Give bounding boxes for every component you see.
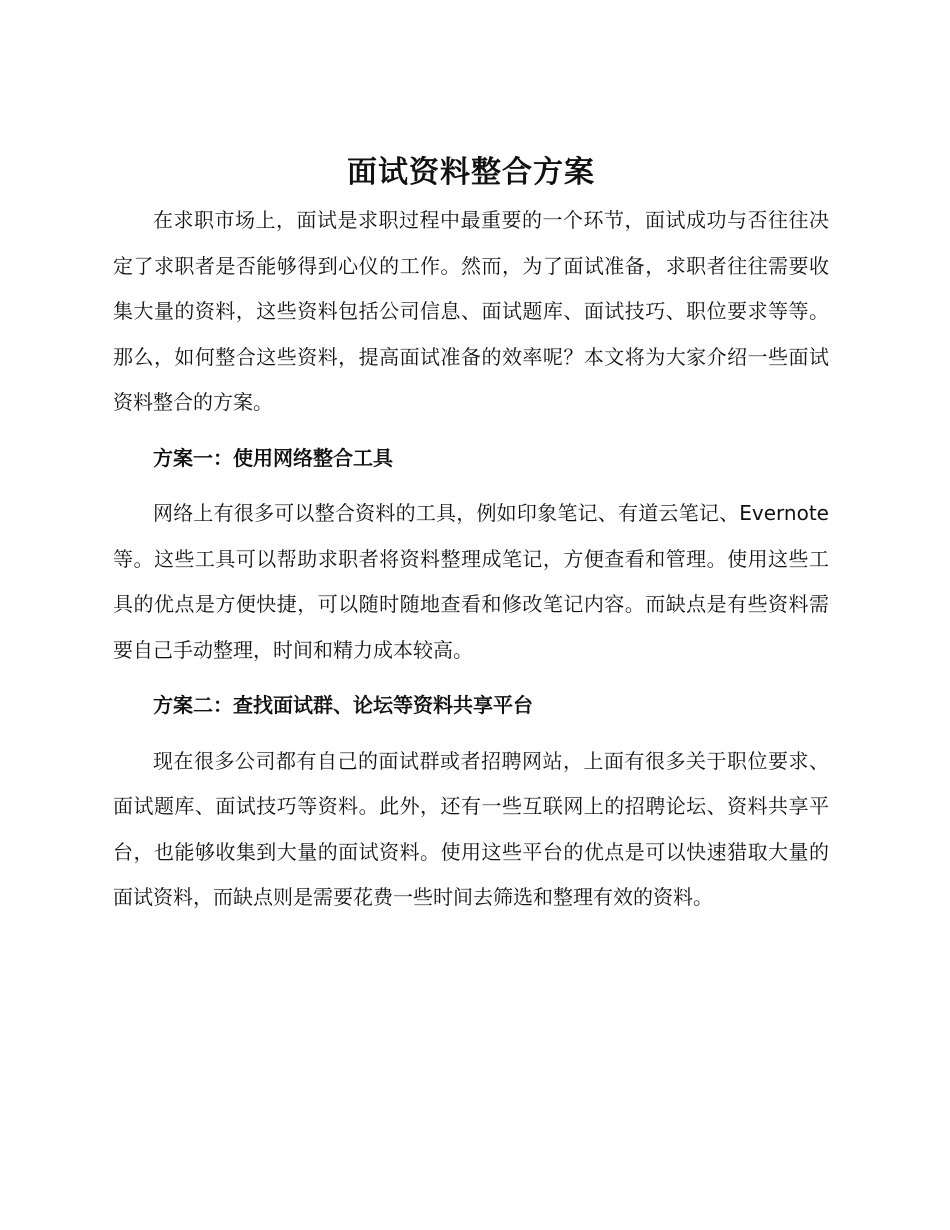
spacer	[113, 729, 829, 739]
intro-paragraph: 在求职市场上，面试是求职过程中最重要的一个环节，面试成功与否往往决定了求职者是否能够得到心仪的工作。然而，为了面试准备，求职者往往需要收集大量的资料，这些资料包括公司信息、面试题库、面试技巧、职位要求等等。那么，如何整合这些资料，提高面试准备的效率呢？本文将为大家介绍一些面试资料整合的方案。	[113, 208, 829, 414]
section-1-heading: 方案一：使用网络整合工具	[153, 445, 393, 470]
section-2-body: 现在很多公司都有自己的面试群或者招聘网站，上面有很多关于职位要求、面试题库、面试技巧等资料。此外，还有一些互联网上的招聘论坛、资料共享平台，也能够收集到大量的面试资料。使用这些平台的优点是可以快速猎取大量的面试资料，而缺点则是需要花费一些时间去筛选和整理有效的资料。	[113, 748, 829, 909]
document-title: 面试资料整合方案	[347, 155, 595, 190]
spacer	[113, 673, 829, 683]
section-2-heading: 方案二：查找面试群、论坛等资料共享平台	[153, 693, 533, 717]
document-page	[113, 148, 829, 921]
spacer	[113, 481, 829, 491]
section-1-body: 网络上有很多可以整合资料的工具，例如印象笔记、有道云笔记、Evernote 等。这些工具可以帮助求职者将资料整理成笔记，方便查看和管理。使用这些工具的优点是方便快捷，可以随时随地查看和修改笔记内容。而缺点是有些资料需要自己手动整理，时间和精力成本较高。	[113, 501, 829, 662]
spacer	[113, 426, 829, 436]
